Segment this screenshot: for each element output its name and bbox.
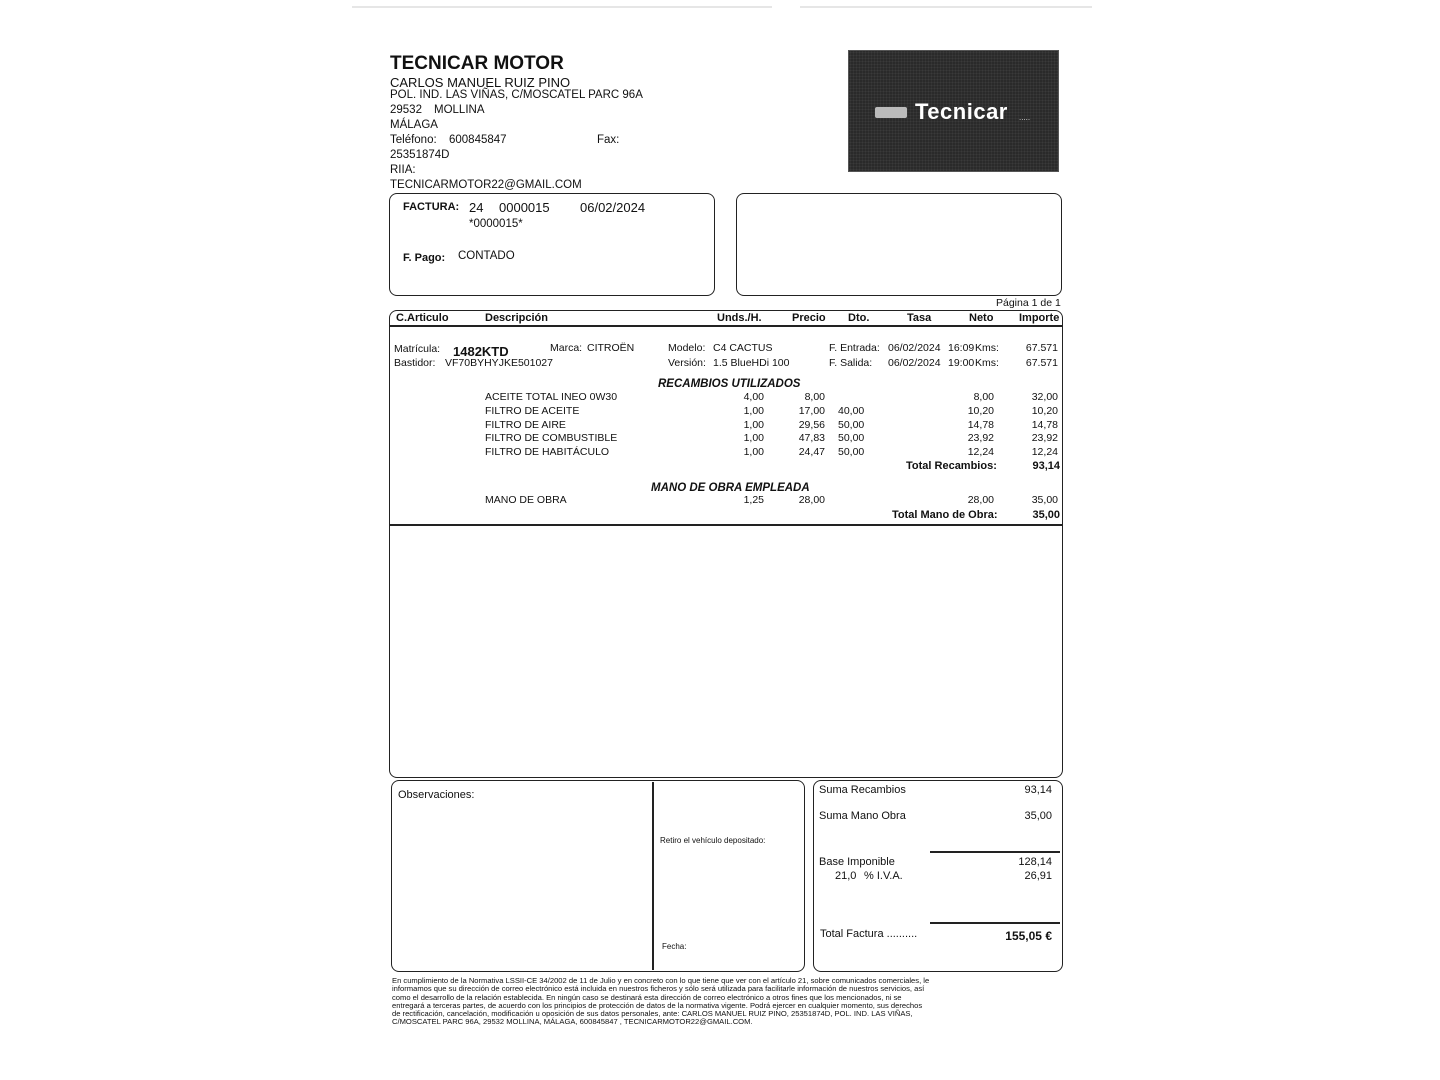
item-amount: 10,20 bbox=[1031, 405, 1058, 417]
phone-value: 600845847 bbox=[449, 134, 507, 146]
item-amount: 12,24 bbox=[1031, 446, 1058, 458]
tax-base-value: 128,14 bbox=[1018, 856, 1052, 868]
invoice-total-label: Total Factura .......... bbox=[820, 928, 918, 940]
parts-sum-value: 93,14 bbox=[1024, 784, 1052, 796]
item-description: FILTRO DE AIRE bbox=[485, 419, 566, 431]
item-description: MANO DE OBRA bbox=[485, 494, 567, 506]
col-header-price: Precio bbox=[792, 312, 826, 324]
scan-edge bbox=[800, 6, 1092, 8]
plate-value: 1482KTD bbox=[453, 344, 509, 359]
parts-total-label: Total Recambios: bbox=[906, 460, 997, 472]
chassis-label: Bastidor: bbox=[394, 357, 436, 369]
item-discount: 50,00 bbox=[838, 446, 865, 458]
col-header-net: Neto bbox=[969, 312, 994, 324]
item-net: 28,00 bbox=[967, 494, 994, 506]
col-header-units: Unds./H. bbox=[717, 312, 762, 324]
exit-kms-label: Kms: bbox=[975, 357, 999, 369]
pickup-date-label: Fecha: bbox=[662, 942, 687, 951]
observations-box bbox=[391, 780, 805, 972]
payment-method: CONTADO bbox=[458, 250, 515, 262]
item-description: FILTRO DE HABITÁCULO bbox=[485, 446, 610, 458]
company-logo bbox=[848, 50, 1059, 172]
exit-kms-value: 67.571 bbox=[1025, 357, 1058, 369]
company-nif: 25351874D bbox=[390, 149, 450, 161]
item-price: 29,56 bbox=[798, 419, 825, 431]
col-header-article: C.Articulo bbox=[396, 312, 449, 324]
item-net: 12,24 bbox=[967, 446, 994, 458]
summary-rule bbox=[930, 922, 1060, 924]
invoice-date: 06/02/2024 bbox=[580, 200, 646, 215]
header-rule bbox=[390, 325, 1062, 327]
col-header-description: Descripción bbox=[485, 312, 548, 324]
item-amount: 32,00 bbox=[1031, 391, 1058, 403]
model-label: Modelo: bbox=[668, 342, 706, 354]
legal-footer: En cumplimiento de la Normativa LSSII-CE 34/2002 de 11 de Julio y en concreto con lo que tiene que ver con el artículo 21, sobre comunicados comerciales, le informamos que su dirección de correo electrónico está incluida en nuestros ficheros y sólo será utilizada para facilitarle información de nuestros servicios, así como el desarrollo de la relación establecida. En ningún caso se destinará esta dirección de correo electrónico a otros fines que los mencionados, ni se entregará a terceras partes, de acuerdo con los principios de protección de datos de la normativa vigente. Podrá ejercer en cualquier momento, sus derechos de rectificación, cancelación, modificación u oposición de sus datos personales, ante: CARLOS MANUEL RUIZ PINO, 25351874D, POL. IND. LAS VIÑAS, C/MOSCATEL PARC 96A, 29532 MOLLINA, MÁLAGA, 600845847 , TECNICARMOTOR22@GMAIL.COM. bbox=[392, 976, 930, 1027]
labor-total-value: 35,00 bbox=[1032, 509, 1060, 521]
vat-label: % I.V.A. bbox=[864, 870, 903, 882]
item-discount: 40,00 bbox=[838, 405, 865, 417]
page-label: Página 1 de 1 bbox=[996, 297, 1061, 309]
company-name: TECNICAR MOTOR bbox=[390, 53, 564, 74]
entry-date-label: F. Entrada: bbox=[829, 342, 880, 354]
vat-rate: 21,0 bbox=[835, 870, 857, 882]
col-header-discount: Dto. bbox=[848, 312, 870, 324]
col-header-amount: Importe bbox=[1019, 312, 1060, 324]
invoice-series: 24 bbox=[469, 200, 484, 215]
item-price: 28,00 bbox=[798, 494, 825, 506]
parts-section-title: RECAMBIOS UTILIZADOS bbox=[658, 378, 801, 390]
brand-label: Marca: bbox=[550, 342, 583, 354]
item-amount: 14,78 bbox=[1031, 419, 1058, 431]
item-units: 1,00 bbox=[743, 432, 764, 444]
phone-label: Teléfono: bbox=[390, 134, 437, 146]
invoice-total-value: 155,05 € bbox=[1005, 929, 1052, 943]
client-box bbox=[736, 193, 1062, 296]
company-province: MÁLAGA bbox=[390, 119, 438, 131]
labor-sum-label: Suma Mano Obra bbox=[819, 810, 906, 822]
item-amount: 23,92 bbox=[1031, 432, 1058, 444]
labor-total-label: Total Mano de Obra: bbox=[892, 509, 998, 521]
scan-edge bbox=[352, 6, 772, 8]
version-value: 1.5 BlueHDi 100 bbox=[713, 357, 790, 369]
vat-value: 26,91 bbox=[1024, 870, 1052, 882]
item-description: ACEITE TOTAL INEO 0W30 bbox=[485, 391, 618, 403]
company-address: POL. IND. LAS VIÑAS, C/MOSCATEL PARC 96A bbox=[390, 89, 643, 101]
plate-label: Matrícula: bbox=[394, 343, 441, 355]
logo-mark-icon bbox=[875, 107, 907, 118]
item-price: 47,83 bbox=[798, 432, 825, 444]
entry-kms-label: Kms: bbox=[975, 342, 999, 354]
item-units: 1,25 bbox=[743, 494, 764, 506]
parts-total-value: 93,14 bbox=[1032, 460, 1060, 472]
item-units: 1,00 bbox=[743, 419, 764, 431]
exit-date-label: F. Salida: bbox=[829, 357, 873, 369]
invoice-label: FACTURA: bbox=[403, 201, 460, 213]
labor-section-title: MANO DE OBRA EMPLEADA bbox=[651, 482, 810, 494]
exit-time-value: 19:00 bbox=[948, 357, 975, 369]
company-owner: CARLOS MANUEL RUIZ PINO bbox=[390, 75, 571, 90]
invoice-number: 0000015 bbox=[499, 200, 550, 215]
logo-dots: ..... bbox=[1019, 113, 1031, 122]
col-header-tax: Tasa bbox=[907, 312, 932, 324]
item-net: 10,20 bbox=[967, 405, 994, 417]
item-net: 23,92 bbox=[967, 432, 994, 444]
item-net: 14,78 bbox=[967, 419, 994, 431]
company-postal-code: 29532 bbox=[390, 104, 422, 116]
entry-time-value: 16:09 bbox=[948, 342, 975, 354]
observations-divider bbox=[652, 782, 654, 970]
item-price: 8,00 bbox=[804, 391, 825, 403]
summary-rule bbox=[930, 851, 1060, 853]
item-amount: 35,00 bbox=[1031, 494, 1058, 506]
labor-sum-value: 35,00 bbox=[1024, 810, 1052, 822]
brand-value: CITROËN bbox=[587, 342, 635, 354]
item-discount: 50,00 bbox=[838, 419, 865, 431]
item-description: FILTRO DE COMBUSTIBLE bbox=[485, 432, 618, 444]
tax-base-label: Base Imponible bbox=[819, 856, 895, 868]
logo-text: Tecnicar bbox=[915, 99, 1008, 124]
item-units: 1,00 bbox=[743, 446, 764, 458]
item-net: 8,00 bbox=[973, 391, 994, 403]
item-discount: 50,00 bbox=[838, 432, 865, 444]
company-city: MOLLINA bbox=[434, 104, 485, 116]
parts-sum-label: Suma Recambios bbox=[819, 784, 906, 796]
model-value: C4 CACTUS bbox=[713, 342, 773, 354]
items-end-rule bbox=[390, 524, 1062, 526]
version-label: Versión: bbox=[668, 357, 706, 369]
entry-date-value: 06/02/2024 bbox=[888, 342, 941, 354]
entry-kms-value: 67.571 bbox=[1025, 342, 1058, 354]
company-email: TECNICARMOTOR22@GMAIL.COM bbox=[390, 179, 582, 191]
exit-date-value: 06/02/2024 bbox=[888, 357, 941, 369]
fax-label: Fax: bbox=[597, 134, 620, 146]
item-price: 24,47 bbox=[798, 446, 825, 458]
riia-label: RIIA: bbox=[390, 164, 416, 176]
item-units: 4,00 bbox=[743, 391, 764, 403]
observations-label: Observaciones: bbox=[398, 789, 475, 801]
payment-label: F. Pago: bbox=[403, 252, 446, 264]
item-description: FILTRO DE ACEITE bbox=[485, 405, 580, 417]
invoice-barcode-text: *0000015* bbox=[469, 218, 523, 230]
chassis-value: VF70BYHYJKE501027 bbox=[445, 357, 553, 369]
vehicle-pickup-label: Retiro el vehículo depositado: bbox=[660, 836, 766, 845]
item-price: 17,00 bbox=[798, 405, 825, 417]
item-units: 1,00 bbox=[743, 405, 764, 417]
